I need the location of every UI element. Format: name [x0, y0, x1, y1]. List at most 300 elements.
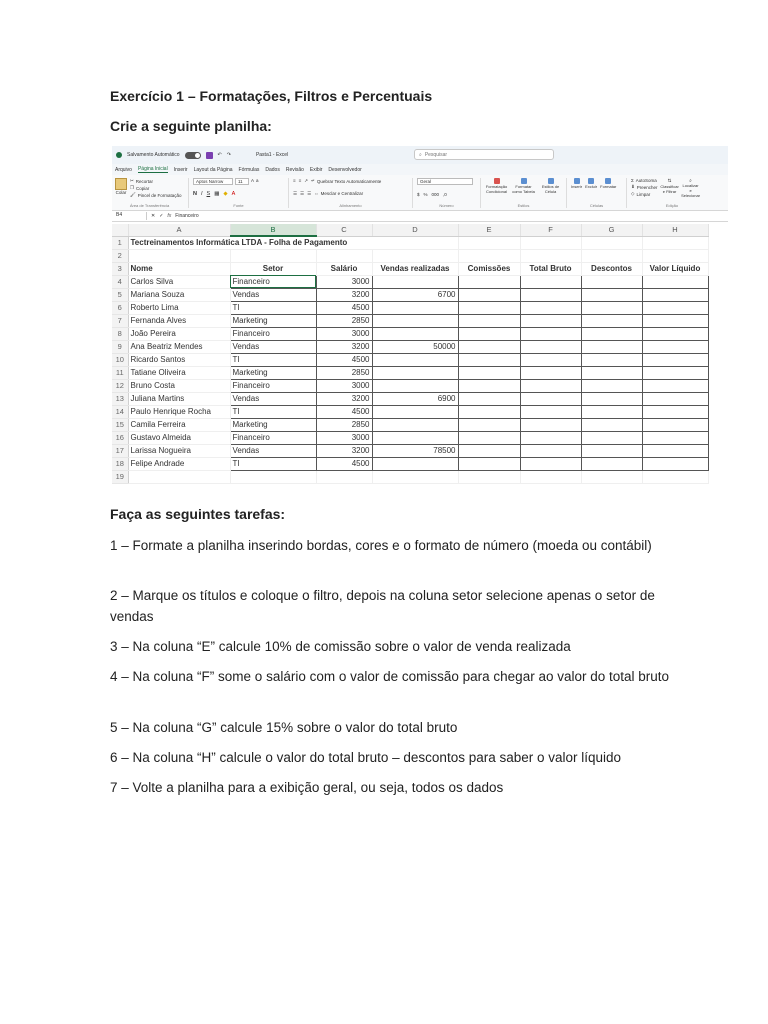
vendas-cell[interactable]: [372, 314, 458, 327]
fill-button[interactable]: ⬇ Preencher: [631, 184, 658, 190]
cell[interactable]: [581, 236, 642, 249]
cancel-formula-icon[interactable]: ✕: [151, 213, 156, 219]
row-number[interactable]: 17: [112, 444, 128, 457]
descontos-cell[interactable]: [581, 405, 642, 418]
total-bruto-cell[interactable]: [520, 275, 581, 288]
ribbon: [112, 175, 728, 211]
descontos-cell[interactable]: [581, 457, 642, 470]
total-bruto-cell[interactable]: [520, 314, 581, 327]
descontos-cell[interactable]: [581, 327, 642, 340]
nome-cell[interactable]: Carlos Silva: [128, 275, 230, 288]
cell[interactable]: [372, 249, 458, 262]
salario-cell[interactable]: 4500: [316, 405, 372, 418]
clipboard-group: [115, 178, 189, 208]
comissoes-cell[interactable]: [458, 288, 520, 301]
sort-filter-icon: ⇅: [667, 178, 672, 183]
clipboard-group-label: Área de Transferência: [129, 203, 170, 208]
copy-icon: ❐: [130, 185, 135, 190]
salario-cell[interactable]: 3200: [316, 392, 372, 405]
fill-down-icon: ⬇: [631, 184, 635, 189]
setor-cell[interactable]: TI: [230, 301, 316, 314]
eraser-icon: ◇: [631, 191, 635, 196]
sheet-row: [112, 470, 708, 483]
cell[interactable]: [316, 249, 372, 262]
format-as-table-button[interactable]: Formatar como Tabela: [512, 178, 535, 194]
search-box[interactable]: [414, 149, 554, 160]
vendas-cell[interactable]: [372, 327, 458, 340]
exercise-title: Exercício 1 – Formatações, Filtros e Percentuais: [110, 88, 433, 104]
salario-cell[interactable]: 2850: [316, 314, 372, 327]
font-size-select[interactable]: 11: [235, 178, 249, 185]
tasks-heading: Faça as seguintes tarefas:: [110, 506, 286, 522]
valor-liquido-cell[interactable]: [642, 405, 708, 418]
total-bruto-cell[interactable]: [520, 288, 581, 301]
currency-icon[interactable]: $: [417, 191, 420, 197]
nome-cell[interactable]: Mariana Souza: [128, 288, 230, 301]
row-number[interactable]: 14: [112, 405, 128, 418]
sheet-row: [112, 366, 708, 379]
task-item-3: 3 – Na coluna “E” calcule 10% de comissão sobre o valor de venda realizada: [110, 639, 571, 654]
sheet-row: [112, 405, 708, 418]
comissoes-cell[interactable]: [458, 327, 520, 340]
nome-cell[interactable]: Roberto Lima: [128, 301, 230, 314]
sheet-row: [112, 236, 708, 249]
name-box[interactable]: B4: [115, 212, 147, 220]
salario-cell[interactable]: 2850: [316, 366, 372, 379]
nome-cell[interactable]: Bruno Costa: [128, 379, 230, 392]
salario-cell[interactable]: 3000: [316, 379, 372, 392]
excel-logo-icon: [116, 152, 122, 158]
ribbon-tab-1[interactable]: Página Inicial: [137, 166, 168, 172]
sheet-title-cell[interactable]: Tectreinamentos Informática LTDA - Folha de Pagamento: [128, 236, 458, 249]
vendas-cell[interactable]: 50000: [372, 340, 458, 353]
enter-formula-icon[interactable]: ✓: [159, 213, 164, 219]
descontos-cell[interactable]: [581, 418, 642, 431]
cell[interactable]: [458, 236, 520, 249]
header-cell[interactable]: Vendas realizadas: [372, 262, 458, 275]
column-header-g[interactable]: G: [581, 224, 642, 236]
setor-cell[interactable]: Marketing: [230, 314, 316, 327]
descontos-cell[interactable]: [581, 431, 642, 444]
vendas-cell[interactable]: [372, 405, 458, 418]
vendas-cell[interactable]: [372, 353, 458, 366]
styles-group: [485, 178, 567, 208]
delete-cells-button[interactable]: Excluir: [585, 178, 597, 189]
valor-liquido-cell[interactable]: [642, 431, 708, 444]
vendas-cell[interactable]: [372, 418, 458, 431]
cell[interactable]: [581, 470, 642, 483]
valor-liquido-cell[interactable]: [642, 288, 708, 301]
total-bruto-cell[interactable]: [520, 327, 581, 340]
vendas-cell[interactable]: [372, 431, 458, 444]
setor-cell[interactable]: Vendas: [230, 392, 316, 405]
row-number[interactable]: 19: [112, 470, 128, 483]
column-header-b[interactable]: B: [230, 224, 316, 236]
sheet-row: [112, 327, 708, 340]
nome-cell[interactable]: Tatiane Oliveira: [128, 366, 230, 379]
merge-center-button[interactable]: ⇔ Mesclar e Centralizar: [314, 191, 364, 196]
descontos-cell[interactable]: [581, 314, 642, 327]
valor-liquido-cell[interactable]: [642, 366, 708, 379]
bold-icon[interactable]: N: [193, 191, 197, 197]
row-number[interactable]: 4: [112, 275, 128, 288]
wrap-text-button[interactable]: ↵ Quebrar Texto Automaticamente: [311, 178, 382, 184]
instruction-subheading: Crie a seguinte planilha:: [110, 118, 272, 134]
comissoes-cell[interactable]: [458, 366, 520, 379]
font-color-icon[interactable]: A: [231, 191, 236, 197]
valor-liquido-cell[interactable]: [642, 314, 708, 327]
valor-liquido-cell[interactable]: [642, 275, 708, 288]
sheet-row: [112, 340, 708, 353]
salario-cell[interactable]: 4500: [316, 353, 372, 366]
scissors-icon: ✂: [130, 178, 134, 183]
descontos-cell[interactable]: [581, 301, 642, 314]
nome-cell[interactable]: Paulo Henrique Rocha: [128, 405, 230, 418]
sheet-row: [112, 249, 708, 262]
header-cell[interactable]: Salário: [316, 262, 372, 275]
save-icon[interactable]: [206, 152, 213, 159]
excel-titlebar: [112, 146, 728, 164]
align-top-icon[interactable]: ≡: [293, 178, 296, 183]
ribbon-tab-5[interactable]: Dados: [265, 166, 280, 173]
valor-liquido-cell[interactable]: [642, 444, 708, 457]
setor-cell[interactable]: Marketing: [230, 418, 316, 431]
sheet-row: [112, 379, 708, 392]
header-cell[interactable]: Total Bruto: [520, 262, 581, 275]
salario-cell[interactable]: 4500: [316, 457, 372, 470]
nome-cell[interactable]: Ana Beatriz Mendes: [128, 340, 230, 353]
valor-liquido-cell[interactable]: [642, 353, 708, 366]
sigma-icon: Σ: [631, 178, 634, 183]
task-item-7: 7 – Volte a planilha para a exibição geral, ou seja, todos os dados: [110, 780, 504, 795]
vendas-cell[interactable]: [372, 366, 458, 379]
nome-cell[interactable]: Camila Ferreira: [128, 418, 230, 431]
spreadsheet-table: [112, 224, 709, 484]
column-header-h[interactable]: H: [642, 224, 708, 236]
nome-cell[interactable]: Felipe Andrade: [128, 457, 230, 470]
column-header-c[interactable]: C: [316, 224, 372, 236]
setor-cell[interactable]: Vendas: [230, 288, 316, 301]
font-group-label: Fonte: [233, 203, 244, 208]
row-number[interactable]: 16: [112, 431, 128, 444]
task-item-2: 2 – Marque os títulos e coloque o filtro, depois na coluna setor selecione apenas o setor de vendas: [110, 588, 655, 624]
merge-icon: ⇔: [314, 191, 319, 196]
sheet-row: [112, 301, 708, 314]
row-number[interactable]: 7: [112, 314, 128, 327]
task-item-6: 6 – Na coluna “H” calcule o valor do total bruto – descontos para saber o valor líquido: [110, 750, 622, 765]
sheet-row: [112, 275, 708, 288]
nome-cell[interactable]: Gustavo Almeida: [128, 431, 230, 444]
cell[interactable]: [458, 249, 520, 262]
row-number[interactable]: 10: [112, 353, 128, 366]
shrink-font-icon[interactable]: a: [256, 178, 259, 183]
setor-cell[interactable]: TI: [230, 457, 316, 470]
number-group-label: Número: [439, 203, 454, 208]
autosave-toggle[interactable]: [185, 152, 201, 159]
alignment-group-label: Alinhamento: [339, 203, 362, 208]
comissoes-cell[interactable]: [458, 314, 520, 327]
nome-cell[interactable]: Juliana Martins: [128, 392, 230, 405]
sort-filter-button[interactable]: ⇅ Classificar e Filtrar: [660, 178, 679, 194]
cell-styles-button[interactable]: Estilos de Célula: [539, 178, 562, 194]
cell[interactable]: [642, 470, 708, 483]
conditional-formatting-button[interactable]: Formatação Condicional: [485, 178, 508, 194]
sheet-row: [112, 353, 708, 366]
vendas-cell[interactable]: 78500: [372, 444, 458, 457]
borders-icon[interactable]: ▦: [214, 191, 220, 197]
comissoes-cell[interactable]: [458, 301, 520, 314]
font-name-select[interactable]: Aptos Narrow: [193, 178, 233, 185]
underline-icon[interactable]: S: [206, 191, 211, 197]
descontos-cell[interactable]: [581, 379, 642, 392]
column-header-e[interactable]: E: [458, 224, 520, 236]
row-number[interactable]: 18: [112, 457, 128, 470]
descontos-cell[interactable]: [581, 288, 642, 301]
grow-font-icon[interactable]: A: [251, 178, 255, 183]
redo-icon[interactable]: ↷: [226, 152, 231, 158]
sheet-row: [112, 392, 708, 405]
vendas-cell[interactable]: 6900: [372, 392, 458, 405]
format-painter-button[interactable]: 🖌 Pincel de Formatação: [130, 192, 182, 198]
thousands-icon[interactable]: 000: [431, 191, 440, 197]
row-number[interactable]: 2: [112, 249, 128, 262]
sheet-row: [112, 418, 708, 431]
setor-cell[interactable]: TI: [230, 353, 316, 366]
align-middle-icon[interactable]: ≡: [298, 178, 302, 183]
row-number[interactable]: 1: [112, 236, 128, 249]
brush-icon: 🖌: [130, 192, 136, 197]
number-format-select[interactable]: Geral: [417, 178, 473, 185]
comissoes-cell[interactable]: [458, 405, 520, 418]
comissoes-cell[interactable]: [458, 457, 520, 470]
autosave-label: Salvamento Automático: [127, 152, 180, 158]
cell[interactable]: [458, 470, 520, 483]
nome-cell[interactable]: Ricardo Santos: [128, 353, 230, 366]
salario-cell[interactable]: 3200: [316, 288, 372, 301]
styles-group-label: Estilos: [517, 203, 530, 208]
total-bruto-cell[interactable]: [520, 366, 581, 379]
setor-cell[interactable]: Financeiro: [230, 379, 316, 392]
salario-cell[interactable]: 3200: [316, 444, 372, 457]
fx-icon[interactable]: fx: [167, 213, 172, 219]
total-bruto-cell[interactable]: [520, 457, 581, 470]
total-bruto-cell[interactable]: [520, 301, 581, 314]
valor-liquido-cell[interactable]: [642, 301, 708, 314]
ribbon-tab-2[interactable]: Inserir: [173, 166, 188, 173]
ribbon-tab-4[interactable]: Fórmulas: [238, 166, 260, 173]
sheet-row: [112, 457, 708, 470]
vendas-cell[interactable]: [372, 457, 458, 470]
cell[interactable]: [581, 249, 642, 262]
header-cell[interactable]: Valor Líquido: [642, 262, 708, 275]
cell[interactable]: [520, 249, 581, 262]
cells-group-label: Células: [589, 203, 604, 208]
paste-icon[interactable]: [115, 178, 127, 190]
row-number[interactable]: 12: [112, 379, 128, 392]
cell[interactable]: [128, 249, 230, 262]
total-bruto-cell[interactable]: [520, 444, 581, 457]
total-bruto-cell[interactable]: [520, 431, 581, 444]
comissoes-cell[interactable]: [458, 340, 520, 353]
setor-cell[interactable]: Financeiro: [230, 431, 316, 444]
ribbon-tabs: [112, 164, 728, 175]
comissoes-cell[interactable]: [458, 418, 520, 431]
comissoes-cell[interactable]: [458, 392, 520, 405]
cell[interactable]: [642, 249, 708, 262]
nome-cell[interactable]: Fernanda Alves: [128, 314, 230, 327]
cut-button[interactable]: ✂ Recortar: [130, 178, 154, 184]
setor-cell[interactable]: Financeiro: [230, 327, 316, 340]
descontos-cell[interactable]: [581, 340, 642, 353]
header-cell[interactable]: Comissões: [458, 262, 520, 275]
autosum-button[interactable]: Σ AutoSoma: [631, 178, 657, 183]
search-icon: ⌕: [419, 151, 422, 158]
row-number[interactable]: 9: [112, 340, 128, 353]
row-number[interactable]: 8: [112, 327, 128, 340]
valor-liquido-cell[interactable]: [642, 418, 708, 431]
descontos-cell[interactable]: [581, 366, 642, 379]
sheet-row: [112, 288, 708, 301]
comissoes-cell[interactable]: [458, 353, 520, 366]
descontos-cell[interactable]: [581, 444, 642, 457]
ribbon-tab-8[interactable]: Desenvolvedor: [328, 166, 362, 173]
align-right-icon[interactable]: ☰: [307, 190, 312, 196]
clear-button[interactable]: ◇ Limpar: [631, 191, 651, 197]
cell[interactable]: [230, 249, 316, 262]
row-number[interactable]: 15: [112, 418, 128, 431]
align-left-icon[interactable]: ☰: [293, 190, 298, 196]
valor-liquido-cell[interactable]: [642, 392, 708, 405]
vendas-cell[interactable]: [372, 275, 458, 288]
salario-cell[interactable]: 4500: [316, 301, 372, 314]
valor-liquido-cell[interactable]: [642, 340, 708, 353]
select-all-corner[interactable]: [112, 224, 128, 236]
task-item-1: 1 – Formate a planilha inserindo bordas, cores e o formato de número (moeda ou contábil): [110, 538, 652, 553]
search-placeholder: Pesquisar: [424, 151, 448, 158]
formula-bar: [112, 211, 728, 222]
font-group: [193, 178, 289, 208]
find-icon: ⌕: [689, 178, 692, 183]
total-bruto-cell[interactable]: [520, 340, 581, 353]
alignment-group: [293, 178, 413, 208]
column-header-f[interactable]: F: [520, 224, 581, 236]
salario-cell[interactable]: 3000: [316, 275, 372, 288]
ribbon-tab-7[interactable]: Exibir: [309, 166, 323, 173]
number-group: [417, 178, 481, 208]
sheet-row: [112, 431, 708, 444]
valor-liquido-cell[interactable]: [642, 327, 708, 340]
insert-cells-button[interactable]: Inserir: [571, 178, 582, 189]
copy-button[interactable]: ❐ Copiar: [130, 185, 150, 191]
header-cell[interactable]: Descontos: [581, 262, 642, 275]
ribbon-tab-6[interactable]: Revisão: [285, 166, 304, 173]
cell[interactable]: [520, 236, 581, 249]
column-header-a[interactable]: A: [128, 224, 230, 236]
valor-liquido-cell[interactable]: [642, 457, 708, 470]
salario-cell[interactable]: 3200: [316, 340, 372, 353]
file-title: Pasta1 - Excel: [255, 152, 289, 158]
setor-cell[interactable]: Financeiro: [230, 275, 316, 288]
formula-input[interactable]: Financeiro: [175, 213, 199, 219]
descontos-cell[interactable]: [581, 392, 642, 405]
increase-decimal-icon[interactable]: ,0: [443, 191, 447, 197]
column-header-d[interactable]: D: [372, 224, 458, 236]
sheet-row: [112, 262, 708, 275]
vendas-cell[interactable]: 6700: [372, 288, 458, 301]
header-cell[interactable]: Setor: [230, 262, 316, 275]
row-number[interactable]: 5: [112, 288, 128, 301]
setor-cell[interactable]: Vendas: [230, 444, 316, 457]
percent-icon[interactable]: %: [423, 191, 428, 197]
paste-button[interactable]: Colar: [115, 190, 127, 195]
vendas-cell[interactable]: [372, 301, 458, 314]
vendas-cell[interactable]: [372, 379, 458, 392]
total-bruto-cell[interactable]: [520, 405, 581, 418]
cell[interactable]: [230, 470, 316, 483]
descontos-cell[interactable]: [581, 353, 642, 366]
descontos-cell[interactable]: [581, 275, 642, 288]
cell[interactable]: [642, 236, 708, 249]
spreadsheet-grid: [112, 224, 728, 484]
salario-cell[interactable]: 3000: [316, 431, 372, 444]
format-cells-button[interactable]: Formatar: [600, 178, 616, 189]
sheet-row: [112, 314, 708, 327]
ribbon-tab-0[interactable]: Arquivo: [115, 166, 132, 173]
comissoes-cell[interactable]: [458, 379, 520, 392]
align-center-icon[interactable]: ☰: [300, 190, 305, 196]
sheet-row: [112, 444, 708, 457]
editing-group-label: Edição: [665, 203, 679, 208]
total-bruto-cell[interactable]: [520, 379, 581, 392]
wrap-text-icon: ↵: [311, 178, 315, 183]
row-number[interactable]: 6: [112, 301, 128, 314]
ribbon-tab-3[interactable]: Layout da Página: [193, 166, 233, 173]
nome-cell[interactable]: João Pereira: [128, 327, 230, 340]
fill-color-icon[interactable]: ◆: [223, 191, 228, 197]
excel-screenshot: [112, 146, 728, 484]
valor-liquido-cell[interactable]: [642, 379, 708, 392]
salario-cell[interactable]: 2850: [316, 418, 372, 431]
salario-cell[interactable]: 3000: [316, 327, 372, 340]
setor-cell[interactable]: TI: [230, 405, 316, 418]
total-bruto-cell[interactable]: [520, 392, 581, 405]
nome-cell[interactable]: Larissa Nogueira: [128, 444, 230, 457]
comissoes-cell[interactable]: [458, 275, 520, 288]
total-bruto-cell[interactable]: [520, 418, 581, 431]
header-cell[interactable]: Nome: [128, 262, 230, 275]
undo-icon[interactable]: ↶: [217, 152, 222, 158]
orientation-icon[interactable]: ↗: [304, 178, 309, 183]
setor-cell[interactable]: Marketing: [230, 366, 316, 379]
task-item-4: 4 – Na coluna “F” some o salário com o valor de comissão para chegar ao valor do total bruto: [110, 669, 670, 684]
comissoes-cell[interactable]: [458, 431, 520, 444]
task-item-5: 5 – Na coluna “G” calcule 15% sobre o valor do total bruto: [110, 720, 458, 735]
total-bruto-cell[interactable]: [520, 353, 581, 366]
setor-cell[interactable]: Vendas: [230, 340, 316, 353]
cell[interactable]: [520, 470, 581, 483]
comissoes-cell[interactable]: [458, 444, 520, 457]
row-number[interactable]: 11: [112, 366, 128, 379]
cell[interactable]: [372, 470, 458, 483]
italic-icon[interactable]: I: [200, 191, 203, 197]
cell[interactable]: [316, 470, 372, 483]
row-number[interactable]: 3: [112, 262, 128, 275]
find-select-button[interactable]: ⌕ Localizar e Selecionar: [681, 178, 701, 198]
cells-group: [571, 178, 627, 208]
row-number[interactable]: 13: [112, 392, 128, 405]
cell[interactable]: [128, 470, 230, 483]
editing-group: [631, 178, 717, 208]
